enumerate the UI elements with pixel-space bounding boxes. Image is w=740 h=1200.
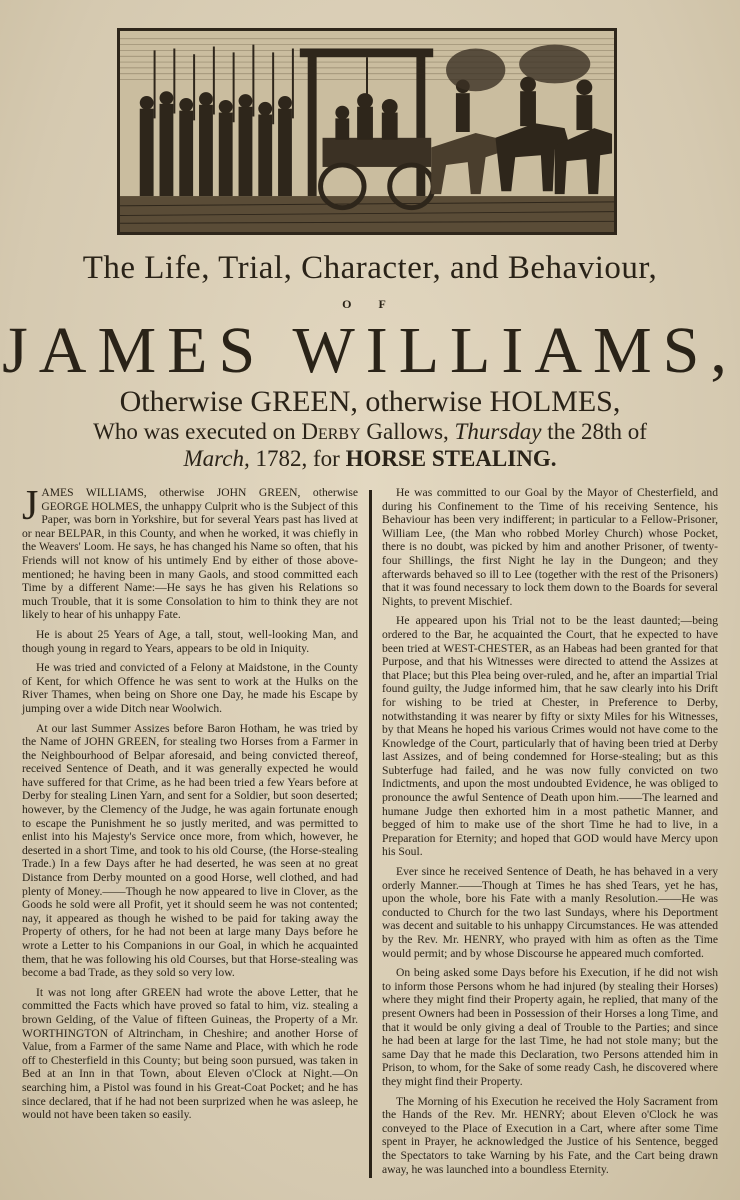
execution-text-b: Gallows,	[366, 419, 449, 444]
execution-subtitle	[30, 418, 710, 472]
gallows-scene-image	[120, 31, 614, 232]
culprit-name: JAMES WILLIAMS,	[2, 314, 738, 387]
paragraph-7: He appeared upon his Trial not to be the least daunted;—being ordered to the Bar, he acquainted the Court, that he expected to have been tried at WEST-CHESTER, as an Habeas had been granted for that Purpose, and that his Witnesses were directed to attend the Assizes at that Place; but this Plea being over-ruled, and he, after an impartial Trial found guilty, the Judge informed him, that he saw clearly into his Drift for wishing to be tried at Chester, in Preference to Derby, notwithstanding it was nearer by fifty or sixty Miles for his Witnesses, by that Means he hoped his various Crimes would not have come to the Knowledge of the Court, particularly that of having been tried at Derby last Assizes, and of being condemned for Horse-stealing; but as this Subterfuge had failed, and he was now fully convicted on two Indictments, and upon the most undoubted Evidence, he was obliged to pronounce the awful Sentence of Death upon him.——The learned and humane Judge then exhorted him in a most pathetic Manner, and begged of him to make use of the short Time he had to live, in a Preparation for Eternity; and hoped that GOD would have Mercy upon his Soul.	[382, 614, 718, 859]
paragraph-8: Ever since he received Sentence of Death, he has behaved in a very orderly Manner.——Though at Times he has shed Tears, yet he has, upon the whole, bore his Fate with a manly Resolution.——He was conducted to Church for the two last Sundays, where his Deportment was decent and suitable to his unhappy Circumstances. He was attended by the Rev. Mr. HENRY, who prayed with him as often as the Time would permit; and by whose Discourse he appeared much comforted.	[382, 865, 718, 960]
execution-day: Thursday	[454, 419, 542, 444]
paragraph-10: The Morning of his Execution he received the Holy Sacrament from the Hands of the Rev. Mr. HENRY; about Eleven o'Clock he was conveyed to the Place of Execution in a Cart, where after some Time spent in Prayer, he acknowledged the Justice of his Sentence, begged the Spectators to take Warning by his Fate, and the Cart being drawn away, he was launched into a boundless Eternity.	[382, 1094, 718, 1176]
paragraph-5: It was not long after GREEN had wrote the above Letter, that he committed the Facts which have proved so fatal to him, viz. stealing a brown Gelding, of the Value of fifteen Guineas, the Property of a Mr. WORTHINGTON of Altrincham, in Cheshire; and another Horse of Value, from a Farmer of the same Name and Place, with which he rode off to Chesterfield in this County; but being soon pursued, was taken in Bed at an Inn in that Town, about Eleven o'Clock at Night.—On searching him, a Pistol was found in his Great-Coat Pocket; and he has since declared, that if he had not been surprized when he was asleep, he would not have been taken so easily.	[22, 985, 358, 1122]
paragraph-1-text: AMES WILLIAMS, otherwise JOHN GREEN, otherwise GEORGE HOLMES, the unhappy Culprit who is the Subject of this Paper, was born in Yorkshire, but for several Years past has lived at or near BELPAR, in this County, and when he worked, it was chiefly in the Weavers' Loom. He says, he has changed his Name so often, that his Friends will not know of his untimely End by either of those above-mentioned; he having been in many Gaols, and stood committed each Time by a different Name:—He says he has given his Relations so much Trouble, that it is some Consolation to him to think they are not likely to hear of his unhappy Fate.	[22, 486, 358, 622]
paragraph-4: At our last Summer Assizes before Baron Hotham, he was tried by the Name of JOHN GREEN, for stealing two Horses from a Farmer in the Neighbourhood of Belpar aforesaid, and being convicted thereof, received Sentence of Death, and it was generally expected he would have suffered for that Crime, as he had been tried a few Years before at Derby for stealing Linen Yarn, and sent for a Soldier, but soon deserted; however, by the Clemency of the Judge, he was again fortunate enough to escape the Punishment he so justly merited, and was permitted to enlist into his Majesty's Service once more, from which, however, he deserted in a short Time, and took to his old Course, (the Horse-stealing Trade.) In a few Days after he had deserted, he was seen at no great Distance from Derby mounted on a good Horse, well clothed, and had plenty of Money.——Though he now appeared to live in Clover, as the Goods he sold were all Profit, yet it should seem he was not contented; nay, it appeared as though he wished to be paid for taking away the Property of others, for he had not been at large many Days before he wrote a Letter to his Companions in our Goal, in which he acquainted them, that he was following his old Courses, but that Horse-stealing was become a bad Trade, as they sold so very low.	[22, 721, 358, 980]
paragraph-2: He is about 25 Years of Age, a tall, stout, well-looking Man, and though young in regard to Years, appears to be old in Iniquity.	[22, 627, 358, 655]
culprit-aliases: Otherwise GREEN, otherwise HOLMES,	[119, 385, 621, 418]
right-column	[382, 486, 718, 1182]
execution-crime: HORSE STEALING.	[345, 446, 557, 471]
column-divider	[369, 490, 372, 1178]
execution-place: Derby	[301, 419, 361, 444]
execution-text-a: Who was executed on	[93, 419, 296, 444]
woodcut-illustration	[117, 28, 617, 235]
execution-text-c: the 28th of	[547, 419, 647, 444]
paragraph-9: On being asked some Days before his Execution, if he did not wish to inform those Persons whom he had injured (by stealing their Horses) where they might find their Property again, he replied, that many of the present Owners had been in Possession of their Horses a long Time, and that it would be only giving a deal of Trouble to the Parties; and since he had been at large for the last Time, he had not stole many; but the same Day that he made this Declaration, two Persons attended him in Prison, to whom, for the Sake of some ready Cash, he discovered where they might find their Property.	[382, 966, 718, 1088]
paragraph-6: He was committed to our Goal by the Mayor of Chesterfield, and during his Confinement to the Time of his receiving Sentence, his Behaviour has been very indifferent; in particular to a Fellow-Prisoner, William Lee, (the Man who robbed Morley Church) whose Pocket, there is no doubt, was picked by him and another Prisoner, of twenty-four Shillings, the first Night he lay in the Dungeon; and they afterwards behaved so ill to Lee (together with the rest of the Prisoners) that it was found necessary to lock them down to the Boards for several Nights, to prevent Mischief.	[382, 486, 718, 608]
execution-month: March,	[183, 446, 250, 471]
execution-text-d: 1782, for	[255, 446, 340, 471]
paragraph-1	[22, 483, 358, 622]
drop-cap: J	[22, 483, 39, 529]
left-column	[22, 483, 358, 1128]
title-of: O F	[342, 297, 398, 311]
paragraph-3: He was tried and convicted of a Felony at Maidstone, in the County of Kent, for which Offence he was sent to work at the Hulks on the River Thames, when being on Shore one Day, he made his Escape by jumping over a wide Ditch near Woolwich.	[22, 661, 358, 715]
main-title: The Life, Trial, Character, and Behaviour,	[82, 250, 658, 286]
